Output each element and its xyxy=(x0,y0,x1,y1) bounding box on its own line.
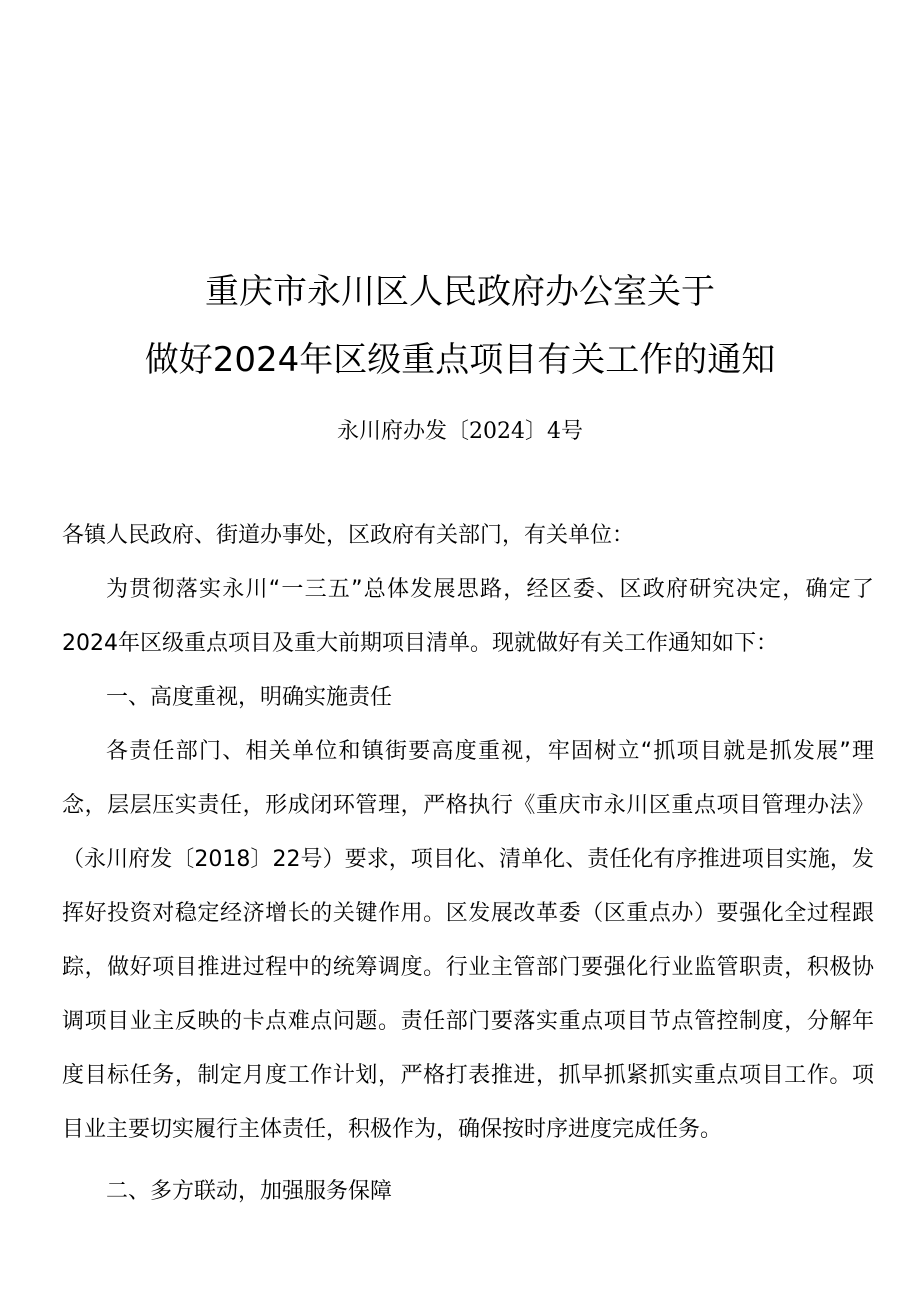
section-2-heading: 二、多方联动，加强服务保障 xyxy=(106,1179,393,1204)
intro-paragraph: 为贯彻落实永川“一三五”总体发展思路，经区委、区政府研究决定，确定了2024年区级重点项目及重大前期项目清单。现就做好有关工作通知如下： xyxy=(62,577,874,656)
document-body xyxy=(62,509,874,1219)
document-number: 永川府办发〔2024〕4号 xyxy=(337,419,583,444)
section-1-heading: 一、高度重视，明确实施责任 xyxy=(106,685,393,710)
salutation: 各镇人民政府、街道办事处，区政府有关部门，有关单位： xyxy=(62,523,635,548)
document-title-line-1: 重庆市永川区人民政府办公室关于 xyxy=(205,272,715,312)
document-title-line-2: 做好2024年区级重点项目有关工作的通知 xyxy=(144,340,776,380)
section-1-paragraph: 各责任部门、相关单位和镇街要高度重视，牢固树立“抓项目就是抓发展”理念，层层压实责任，形成闭环管理，严格执行《重庆市永川区重点项目管理办法》（永川府发〔2018〕22号）要求，项目化、清单化、责任化有序推进项目实施，发挥好投资对稳定经济增长的关键作用。区发展改革委（区重点办）要强化全过程跟踪，做好项目推进过程中的统筹调度。行业主管部门要强化行业监管职责，积极协调项目业主反映的卡点难点问题。责任部门要落实重点项目节点管控制度，分解年度目标任务，制定月度工作计划，严格打表推进，抓早抓紧抓实重点项目工作。项目业主要切实履行主体责任，积极作为，确保按时序进度完成任务。 xyxy=(62,739,874,1142)
